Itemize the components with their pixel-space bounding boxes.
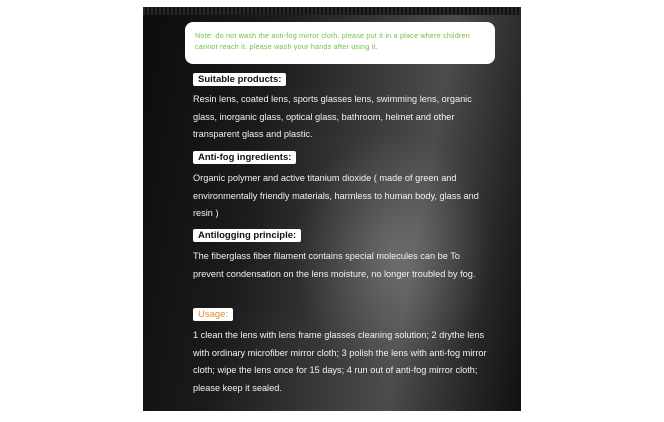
product-pouch <box>143 7 521 411</box>
section-body-suitable-products: Resin lens, coated lens, sports glasses lens, swimming lens, organic glass, inorganic glass, optical glass, bathroom, helmet and other transparent glass and plastic. <box>193 94 472 139</box>
section-title-suitable-products: Suitable products: <box>193 73 286 86</box>
section-title-anti-fog-ingredients: Anti-fog ingredients: <box>193 151 296 164</box>
warning-note: Note: do not wash the anti-fog mirror cloth. please put it in a place where children cannot reach it. please wash your hands after using it. <box>185 22 495 64</box>
section-body-antilogging-principle: The fiberglass fiber filament contains special molecules can be To prevent condensation on the lens moisture, no longer troubled by fog. <box>193 251 476 279</box>
section-title-usage: Usage: <box>193 308 233 321</box>
section-body-anti-fog-ingredients: Organic polymer and active titanium dioxide ( made of green and environmentally friendly materials, harmless to human body, glass and resin ) <box>193 173 479 218</box>
section-body-usage: 1 clean the lens with lens frame glasses cleaning solution; 2 drythe lens with ordinary microfiber mirror cloth; 3 polish the lens with anti-fog mirror cloth; wipe the lens once for 15 days; 4 run out of anti-fog mirror cloth; please keep it sealed. <box>193 330 487 393</box>
section-title-antilogging-principle: Antilogging principle: <box>193 229 301 242</box>
